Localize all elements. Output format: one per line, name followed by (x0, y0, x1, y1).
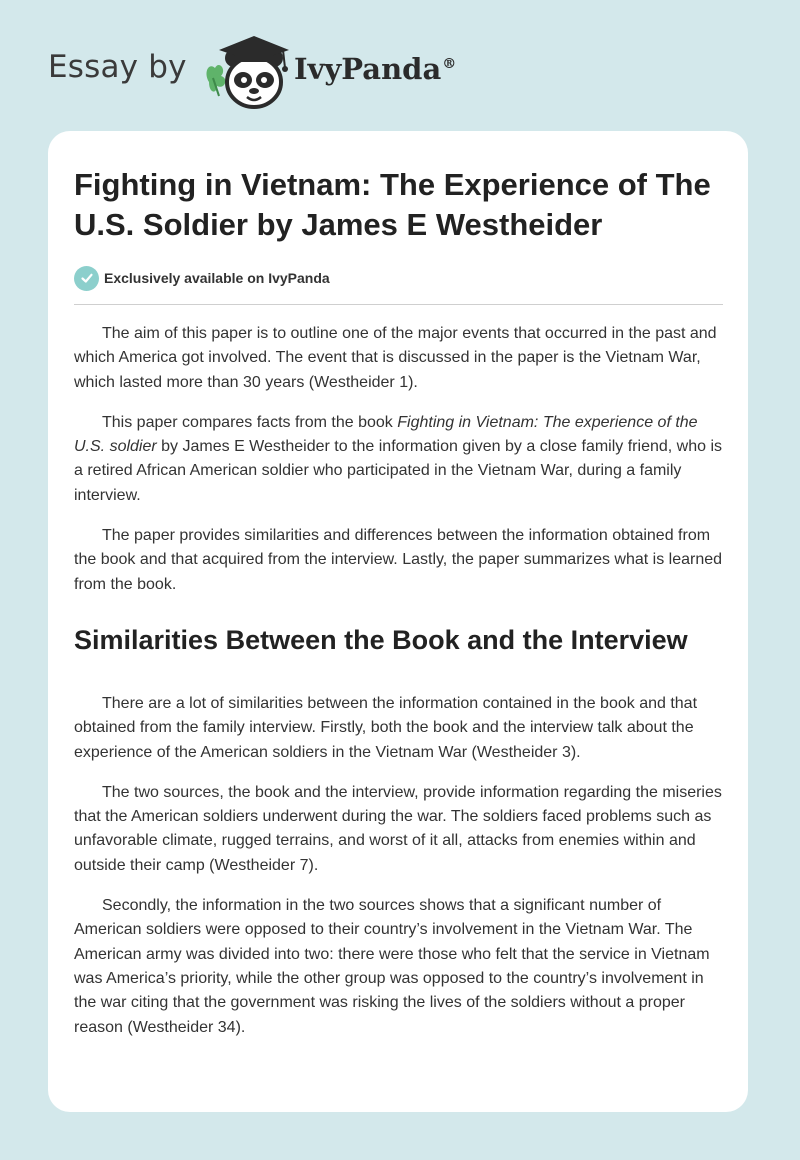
divider (74, 304, 723, 305)
essay-card (48, 131, 748, 1112)
essay-content (74, 165, 724, 1056)
brand-name[interactable]: IvyPanda® (294, 52, 457, 86)
section-heading: Similarities Between the Book and the Interview (74, 624, 688, 655)
essay-title: Fighting in Vietnam: The Experience of The U.S. Soldier by James E Westheider (74, 167, 711, 242)
site-header (48, 32, 548, 112)
check-icon (74, 266, 99, 291)
paragraph-4: There are a lot of similarities between the information contained in the book and that obtained from the family interview. Firstly, both the book and the interview talk about the experience of the American soldiers in the Vietnam War (Westheider 3). (74, 694, 698, 761)
paragraph-5: The two sources, the book and the interview, provide information regarding the miseries that the American soldiers underwent during the war. The soldiers faced problems such as unfavorable climate, rugged terrains, and worst of it all, attacks from enemies within and outside their camp (Westheider 7). (74, 783, 722, 874)
book-title-italic: Fighting in Vietnam: The experience of the U.S. soldier (74, 413, 698, 456)
paragraph-6: Secondly, the information in the two sources shows that a significant number of American soldiers were opposed to their country’s involvement in the Vietnam War. The American army was divided into two: there were those who felt that the service in Vietnam was America’s priority, while the other group was opposed to the country’s involvement in the war citing that the government was risking the lives of the soldiers without a proper reason (Westheider 34). (74, 897, 710, 1036)
exclusive-label: Exclusively available on IvyPanda (104, 270, 330, 286)
paragraph-3: The paper provides similarities and differences between the information obtained from the book and that acquired from the interview. Lastly, the paper summarizes what is learned from the book. (74, 527, 723, 593)
exclusive-badge (74, 265, 724, 291)
paragraph-2: This paper compares facts from the book Fighting in Vietnam: The experience of the U.S. soldier by James E Westheider to the information given by a close family friend, who is a retired African American soldier who participated in the Vietnam War, during a family interview. (74, 413, 722, 504)
paragraph-1: The aim of this paper is to outline one of the major events that occurred in the past and which America got involved. The event that is discussed in the paper is the Vietnam War, which lasted more than 30 years (Westheider 1). (74, 325, 717, 391)
registered-mark: ® (442, 56, 457, 73)
essay-by-label: Essay by (48, 49, 187, 85)
panda-graduate-logo-icon[interactable] (203, 32, 303, 112)
essay-body (74, 322, 724, 1040)
